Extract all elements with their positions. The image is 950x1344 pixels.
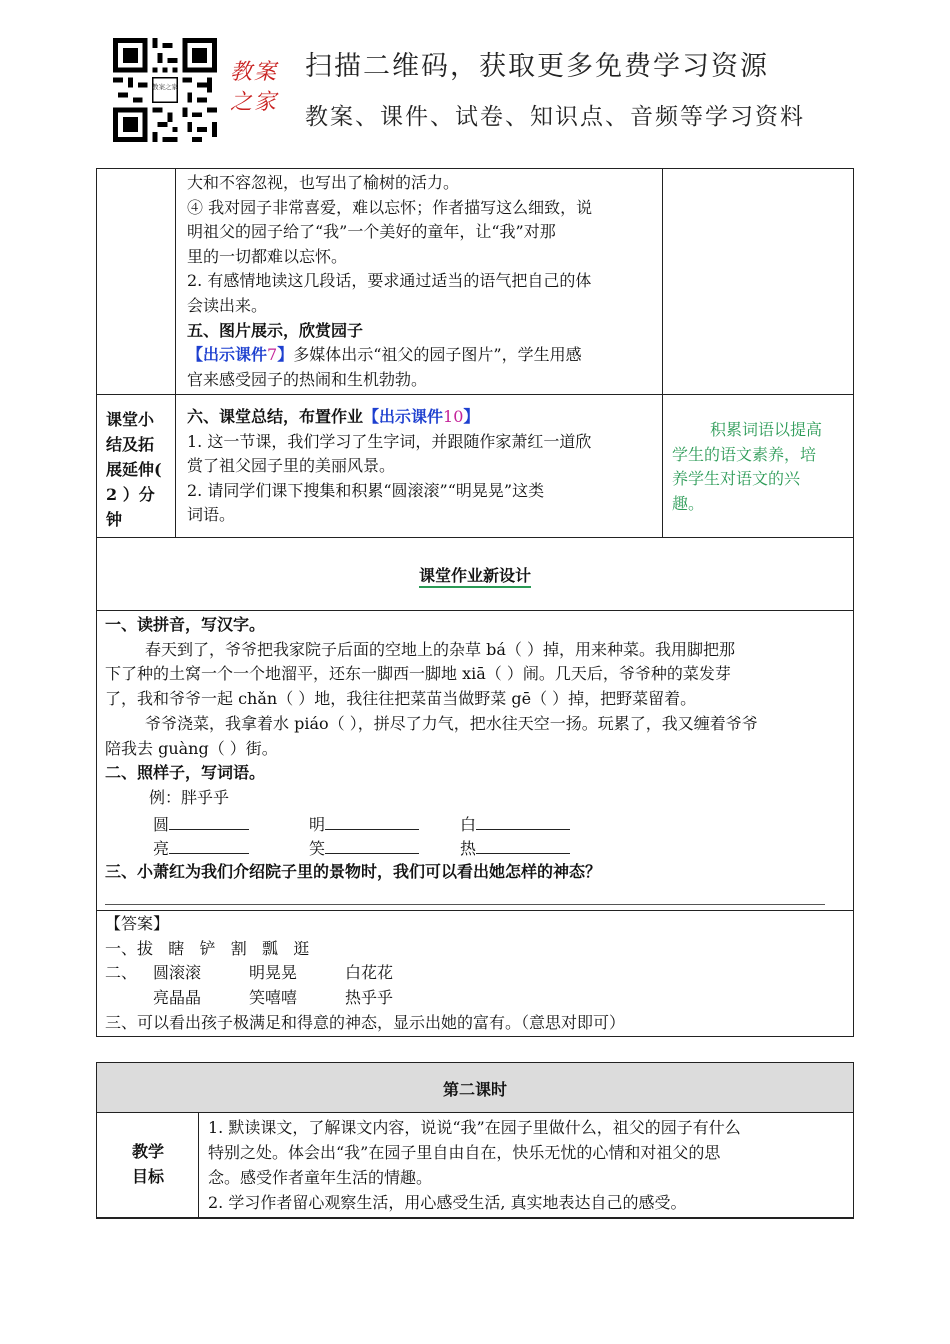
q2-row <box>105 835 855 860</box>
q3-title: 三、小萧红为我们介绍院子里的景物时，我们可以看出她怎样的神态？ <box>105 862 602 881</box>
lesson2-label-line: 目标 <box>131 1166 164 1186</box>
header-line2: 教案、课件、试卷、知识点、音频等学习资料 <box>305 104 805 130</box>
answer-3: 三、可以看出孩子极满足和得意的神态，显示出她的富有。（意思对即可） <box>105 1012 626 1032</box>
q1-line: 下了种的土窝一个一个地溜平，还东一脚西一脚地 xiā（ ）闹。几天后，爷爷种的菜发芽 <box>105 664 731 684</box>
q2-char: 圆 <box>153 814 170 834</box>
courseware7-suffix: 】 <box>277 345 294 365</box>
q2-char: 白 <box>460 814 477 834</box>
answer-2-row1 <box>105 961 850 986</box>
note-line: 趣。 <box>672 493 705 513</box>
table1-right-border <box>853 168 854 1037</box>
table1-col2-divider <box>662 168 663 538</box>
lesson2-goals <box>208 1115 850 1215</box>
answer-1: 一、拔 瞎 铲 割 瓢 逛 <box>105 938 310 958</box>
summary-label-line: 课堂小 <box>106 410 155 429</box>
answer-word: 圆滚滚 <box>153 963 202 983</box>
brand-line2: 之家 <box>230 90 279 115</box>
table2-mid-border <box>96 1112 854 1113</box>
header-line1: 扫描二维码，获取更多免费学习资源 <box>305 51 769 82</box>
courseware7-num: 7 <box>267 345 278 365</box>
table2-col-divider <box>198 1112 199 1218</box>
q2-blank[interactable] <box>169 811 249 830</box>
row1-line: 里的一切都难以忘怀。 <box>187 246 348 266</box>
qr-code <box>112 38 218 142</box>
courseware7-prefix: 【出示课件 <box>187 345 268 365</box>
q1-title: 一、读拼音，写汉字。 <box>105 615 266 634</box>
courseware7-line <box>187 343 659 368</box>
table1-row4-bottom <box>96 910 854 911</box>
q1-line: 了，我和爷爷一起 chǎn（ ）地，我往往把菜苗当做野菜 gē（ ）掉，把野菜留着。 <box>105 689 697 709</box>
q2-title: 二、照样子，写词语。 <box>105 763 266 783</box>
q3-answer-line[interactable] <box>105 904 825 905</box>
courseware10-num: 10 <box>443 407 464 426</box>
answer-word: 白花花 <box>345 963 394 983</box>
q2-blank[interactable] <box>325 835 419 854</box>
table1-col1-divider <box>175 168 176 538</box>
answer-word: 明晃晃 <box>249 963 298 983</box>
q2-char: 热 <box>460 839 477 859</box>
goal-line: 1. 默读课文，了解课文内容，说说“我”在园子里做什么，祖父的园子有什么 <box>208 1118 741 1137</box>
table1-top-border <box>96 168 854 169</box>
goal-line: 特别之处。体会出“我”在园子里自由自在，快乐无忧的心情和对祖父的思 <box>208 1143 721 1162</box>
summary-title-line <box>187 405 659 430</box>
lesson2-title: 第二课时 <box>442 1080 507 1099</box>
qr-center-text: 教案之家 <box>152 83 178 92</box>
homework-title <box>96 563 854 586</box>
table2-top-border <box>96 1062 854 1063</box>
summary-line: 赏了祖父园子里的美丽风景。 <box>187 456 396 476</box>
table1-row3-bottom <box>96 610 854 611</box>
q2-row <box>105 811 855 836</box>
q2-blank[interactable] <box>476 835 570 854</box>
summary-line: 2. 请同学们课下搜集和积累“圆滚滚”“明晃晃”这类 <box>187 480 545 500</box>
q1-line: 爷爷浇菜，我拿着水 piáo（ ），拼尽了力气，把水往天空一扬。玩累了，我又缠着爷爷 <box>145 713 758 733</box>
q2-char: 亮 <box>153 839 170 859</box>
answer-word: 热乎乎 <box>345 988 394 1008</box>
goal-line: 念。感受作者童年生活的情趣。 <box>208 1168 433 1187</box>
answers-title: 【答案】 <box>105 914 170 933</box>
answers <box>105 912 850 1035</box>
summary-title: 六、课堂总结，布置作业 <box>187 407 364 426</box>
q2-example: 例：胖乎乎 <box>149 787 230 807</box>
q2-char: 笑 <box>309 839 326 859</box>
row1-content <box>187 171 659 392</box>
summary-label-line: 钟 <box>106 510 123 529</box>
note-line: 养学生对语文的兴 <box>672 469 801 489</box>
q2-blank[interactable] <box>169 835 249 854</box>
row1-line: 大和不容忽视，也写出了榆树的活力。 <box>187 173 460 192</box>
row1-last-line: 官来感受园子的热闹和生机勃勃。 <box>187 369 428 389</box>
table1-row2-bottom <box>96 537 854 538</box>
homework-questions <box>105 613 855 885</box>
note-line: 学生的语文素养，培 <box>672 444 817 464</box>
q2-blank[interactable] <box>476 811 570 830</box>
summary-content <box>187 405 659 528</box>
summary-line: 1. 这一节课，我们学习了生字词，并跟随作家萧红一道欣 <box>187 431 592 451</box>
answer-2-row2 <box>105 986 850 1011</box>
summary-label-line: 展延伸( <box>106 460 162 479</box>
goal-line: 2. 学习作者留心观察生活，用心感受生活, 真实地表达自己的感受。 <box>208 1193 687 1212</box>
row1-line: 会读出来。 <box>187 295 268 315</box>
summary-label-line: 2 ）分 <box>106 485 155 504</box>
row1-line: 明祖父的园子给了“我”一个美好的童年，让“我”对那 <box>187 222 556 242</box>
lesson2-label <box>98 1140 198 1189</box>
answer-word: 笑嘻嘻 <box>249 988 298 1008</box>
summary-label-line: 结及拓 <box>106 435 155 454</box>
summary-line: 词语。 <box>187 505 236 525</box>
table1-row1-bottom <box>96 394 854 395</box>
section5-title: 五、图片展示，欣赏园子 <box>187 320 364 340</box>
table2-bottom-border <box>96 1217 854 1219</box>
q1-line: 陪我去 guàng（ ）街。 <box>105 738 278 758</box>
q2-blank[interactable] <box>325 811 419 830</box>
q2-char: 明 <box>309 814 326 834</box>
brand-logo <box>230 58 292 118</box>
summary-note <box>672 418 852 516</box>
answer-2-label: 二、 <box>105 963 138 983</box>
q1-line: 春天到了，爷爷把我家院子后面的空地上的杂草 bá（ ）掉，用来种菜。我用脚把那 <box>145 639 735 659</box>
table1-bottom-border <box>96 1036 854 1037</box>
row1-line: ④ 我对园子非常喜爱，难以忘怀；作者描写这么细致，说 <box>187 197 593 217</box>
courseware10-suffix: 】 <box>463 407 480 426</box>
row1-line: 2. 有感情地读这几段话，要求通过适当的语气把自己的体 <box>187 271 592 291</box>
courseware10-prefix: 【出示课件 <box>363 407 444 426</box>
answer-word: 亮晶晶 <box>153 988 202 1008</box>
courseware7-text: 多媒体出示“祖父的园子图片”，学生用感 <box>293 345 582 365</box>
summary-label <box>106 407 174 532</box>
homework-title-text: 课堂作业新设计 <box>419 566 531 588</box>
table1-left-border <box>96 168 97 1037</box>
brand-line1: 教案 <box>230 60 279 85</box>
lesson2-label-line: 教学 <box>131 1142 164 1161</box>
note-line: 积累词语以提高 <box>710 420 823 439</box>
